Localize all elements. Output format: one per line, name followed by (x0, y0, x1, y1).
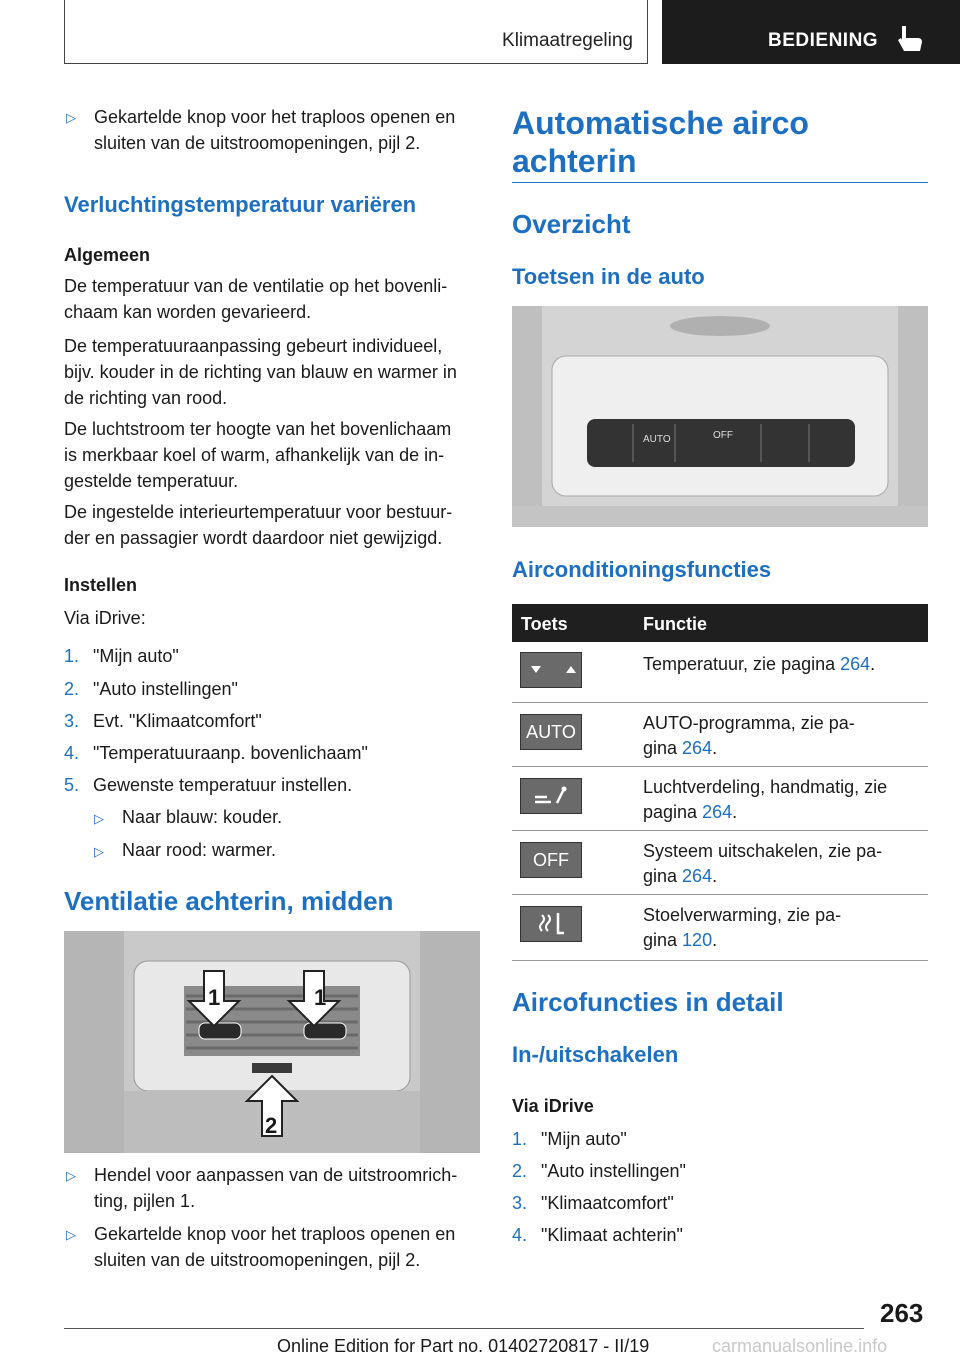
col-header-function: Functie (643, 614, 708, 634)
bullet-triangle-icon: ▷ (94, 844, 104, 859)
paragraph-1: De temperatuur van de ventilatie op het bovenli- chaam kan worden gevarieerd. (64, 276, 448, 322)
table-row: Temperatuur, zie pagina 264. (512, 642, 928, 703)
intro-bullet-line2: sluiten van de uitstroomopeningen, pijl 2. (94, 133, 421, 153)
table-header (512, 604, 928, 642)
arrow-label-2: 2 (265, 1113, 278, 1138)
header-chapter-title: BEDIENING (768, 30, 879, 51)
footer-rule (64, 1328, 864, 1329)
hand-pointer-icon (896, 24, 924, 54)
control-panel-illustration (512, 306, 928, 527)
header-section-title: Klimaatregeling (502, 30, 633, 51)
page-link: 264 (682, 738, 713, 758)
seat-heating-icon (520, 906, 582, 942)
heading-set: Instellen (64, 575, 138, 595)
heading-general: Algemeen (64, 245, 151, 265)
intro-bullet-line1: Gekartelde knop voor het traploos openen en (94, 107, 456, 127)
paragraph-3: De luchtstroom ter hoogte van het bovenlichaam is merkbaar koel of warm, afhankelijk van de in- gestelde temperatuur. (64, 419, 452, 491)
sub-bullet-blue: ▷ Naar blauw: kouder. (94, 807, 283, 827)
footer-watermark: carmanualsonline.info (712, 1336, 888, 1356)
table-row: Stoelverwarming, zie pa- gina 120. (512, 894, 928, 961)
table-row: Luchtverdeling, handmatig, zie pagina 264. (512, 766, 928, 831)
arrow-label-1b: 1 (314, 985, 327, 1010)
auto-key-icon: AUTO (520, 714, 582, 750)
heading-functions: Airconditioningsfuncties (512, 557, 772, 582)
bullet-triangle-icon: ▷ (66, 1168, 76, 1183)
table-row: AUTO AUTO-programma, zie pa- gina 264. (512, 702, 928, 767)
footer-edition: Online Edition for Part no. 01402720817 - II/19 (277, 1336, 650, 1356)
via-idrive-heading: Via iDrive (512, 1096, 594, 1116)
col-header-key: Toets (521, 614, 568, 634)
heading-detail: Aircofuncties in detail (512, 987, 784, 1017)
page-number: 263 (880, 1298, 924, 1328)
arrow-label-1a: 1 (208, 985, 221, 1010)
temperature-arrows-icon (520, 652, 582, 688)
via-idrive-label: Via iDrive: (64, 608, 146, 628)
bullet-triangle-icon: ▷ (66, 1227, 76, 1242)
page-link: 120 (682, 930, 713, 950)
panel-auto-label: AUTO (643, 434, 671, 445)
page-link: 264 (702, 802, 733, 822)
title-rule (512, 182, 928, 183)
bullet-triangle-icon: ▷ (66, 110, 76, 125)
paragraph-2: De temperatuuraanpassing gebeurt individueel, bijv. kouder in de richting van blauw en warmer in de richting van rood. (64, 336, 457, 408)
off-key-icon: OFF (520, 842, 582, 878)
paragraph-4: De ingestelde interieurtemperatuur voor bestuur- der en passagier wordt daardoor niet gewijzigd. (64, 502, 453, 548)
page-link: 264 (840, 654, 871, 674)
table-row: OFF Systeem uitschakelen, zie pa- gina 264. (512, 830, 928, 895)
heading-overview: Overzicht (512, 209, 631, 239)
page-link: 264 (682, 866, 713, 886)
panel-off-label: OFF (713, 430, 733, 441)
header-section-box (64, 0, 648, 64)
page-title: Automatische airco achterin (512, 105, 809, 179)
heading-keys: Toetsen in de auto (512, 264, 705, 289)
heading-vary-temperature: Verluchtingstemperatuur variëren (64, 192, 417, 217)
air-distribution-icon (520, 778, 582, 814)
heading-onoff: In-/uitschakelen (512, 1042, 679, 1067)
sub-bullet-red: ▷ Naar rood: warmer. (94, 840, 277, 860)
bullet-triangle-icon: ▷ (94, 811, 104, 826)
header-chapter-box (662, 0, 960, 64)
heading-vent-rear: Ventilatie achterin, midden (64, 886, 394, 916)
